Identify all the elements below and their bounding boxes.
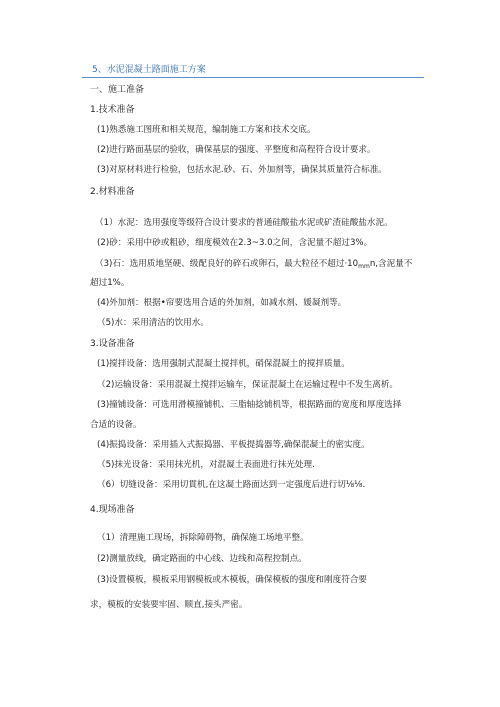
list-item-continuation: 求，模板的安装要牢固、顺直,接头严密。 [90, 600, 248, 610]
part-heading: 一、施工准备 [90, 85, 145, 95]
list-item: (3)撞铺设备：可选用滑模撞铺机、三脂轴捻铺机等，根据路面的宽度和厚度选择 [97, 400, 402, 410]
list-item: (3)设置模板，模板采用钢模板或木模板，确保模板的强度和刚度符合要 [97, 575, 367, 585]
list-item: (1)搅拌设备：选用强制式混凝土搅拌机，硝保混凝土的搅拌质量。 [97, 359, 350, 369]
list-item: （1）清理施工现场，拆除障碍物，确保施工场地平整。 [97, 533, 309, 543]
section-heading-materials: 2.材料准备 [90, 187, 135, 197]
list-item: （2)运输设备：采用混凝土搅拌运输车，保证混凝土在运输过程中不发生离析。 [97, 380, 399, 390]
list-item: (2)砂：采用中砂或粗砂，细度模效在2.3~3.0之间，含泥量不超过3%。 [97, 238, 373, 248]
list-item: （5)抹光设备：采用抹光机，对混凝土表面进行抹光处理. [97, 460, 315, 470]
list-item [95, 258, 412, 273]
section-heading-technical: 1.技术准备 [90, 105, 135, 115]
list-item: (2)测量放线，确定路面的中心线、边线和高程控制点。 [97, 554, 307, 564]
list-item: （1）水泥：选用强度等级符合设计要求的普通硅酸盐水泥或矿渣硅酸盐水泥。 [95, 218, 393, 228]
list-item: (1)熟悉施工图班和相关规范，编制施工方案和技术交底。 [97, 125, 316, 135]
section-heading-equipment: 3.设备准备 [90, 339, 135, 349]
title-underline [82, 77, 424, 78]
unit-subscript: mm [358, 263, 370, 270]
list-item-text: n,含泥量不 [369, 259, 413, 269]
list-item-continuation: 合适的设备。 [90, 420, 142, 430]
list-item: （5)水：采用清洁的饮用水。 [97, 318, 209, 328]
document-title: 5、水泥混凝土路面施工方案 [92, 65, 206, 75]
list-item: (4)振捣设备：采用插入式振捣器、平板提捣器等,确保混凝土的密实度。 [97, 440, 370, 450]
list-item: (4)外加剂：根据•帘要选用合适的外加剂，如减水剂、媛凝剂等。 [97, 298, 347, 308]
list-item: (2)进行路面基层的验收，确保基层的强度、平整度和高程符合设计要求。 [97, 145, 376, 155]
list-item: (3)对原材料进行检验，包括水泥.砂、石、外加剂等，确保其质量符合标准。 [97, 165, 387, 175]
list-item-text: （3)石：选用质地坚硬、级配良好的碎石或卵石，最大粒径不超过·10 [95, 259, 359, 269]
list-item: （6）切缝设备：采用切貫机,在这凝土路面达到一定强度后进行切⅛⅛. [97, 480, 366, 490]
section-heading-site: 4.现场准备 [90, 505, 135, 515]
list-item-continuation: 超过1%。 [90, 278, 130, 288]
